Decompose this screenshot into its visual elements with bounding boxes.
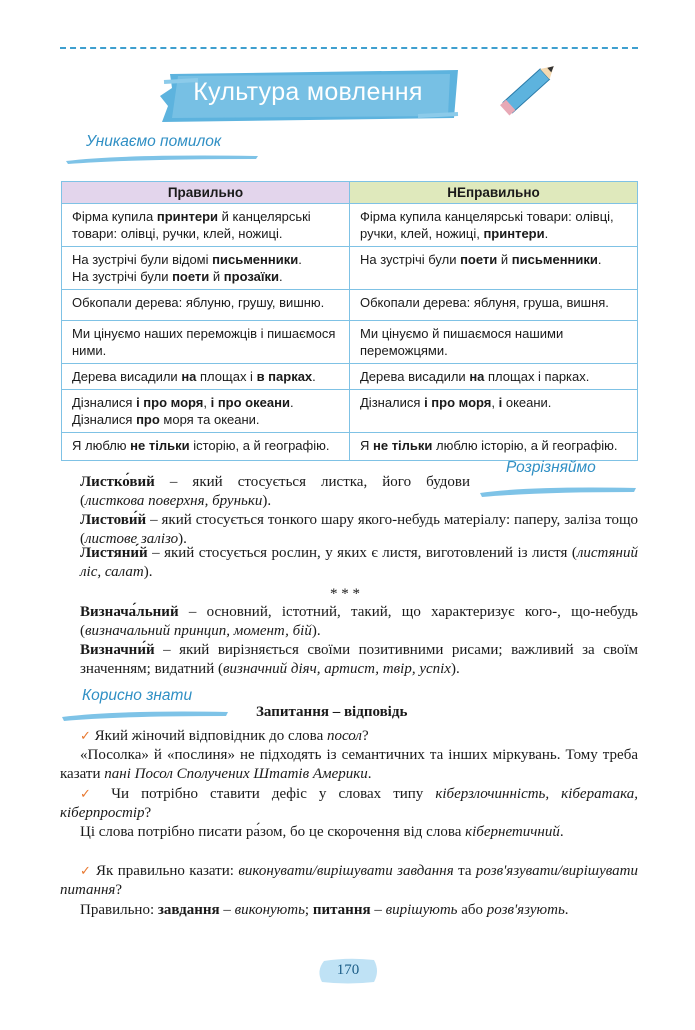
column-header-correct: Правильно [62, 182, 350, 204]
correct-cell: Я люблю не тільки історію, а й географію. [62, 433, 350, 461]
qa-title: Запитання – відповідь [256, 704, 408, 720]
definition-lystianyi: Листяни́й – який стосується рослин, у яких є листя, виготовлений із листя (листяний ліс, салат). [80, 545, 638, 580]
page-number: 170 [336, 962, 360, 978]
correct-cell: Дерева висадили на площах і в парках. [62, 364, 350, 390]
incorrect-cell: Фірма купила канцелярські товари: олівці, ручки, клей, ножиці, принтери. [350, 204, 638, 247]
chapter-banner [158, 66, 478, 126]
correct-cell: Фірма купила принтери й канцелярські товари: олівці, ручки, клей, ножиці. [62, 204, 350, 247]
table-row [62, 290, 638, 321]
top-dashed-rule [60, 47, 638, 49]
pencil-icon [486, 62, 556, 132]
definition-vyznachalnyi: Визнача́льний – основний, істотний, такий, що характеризує кого-, що-небудь (визначальний принцип, момент, бій). [80, 604, 638, 639]
chapter-title: Культура мовлення [193, 78, 423, 106]
incorrect-cell: Дізналися і про моря, і океани. [350, 390, 638, 433]
heading-underline [60, 707, 230, 721]
table-row [62, 433, 638, 461]
table-row [62, 364, 638, 390]
qa-question-2: ✓ Чи потрібно ставити дефіс у словах типу кіберзлочинність, кібератака, кіберпростір? [60, 786, 638, 821]
incorrect-cell: Дерева висадили на площах і парках. [350, 364, 638, 390]
definition-lystkovyi: Листко́вий – який стосується листка, його будови (листкова поверхня, бруньки). [80, 474, 470, 509]
qa-answer-1: «Посолка» й «послиня» не підходять із семантичних та інших міркувань. Тому треба казати пані Посол Сполучених Штатів Америки. [60, 747, 638, 782]
table-row [62, 204, 638, 247]
page-number-badge [316, 957, 380, 985]
qa-answer-2: Ці слова потрібно писати ра́зом, бо це скорочення від слова кібернетичний. [80, 824, 564, 840]
table-row [62, 390, 638, 433]
check-icon: ✓ [80, 864, 92, 879]
check-icon: ✓ [80, 787, 100, 802]
usage-comparison-table [61, 181, 638, 461]
incorrect-cell: Обкопали дерева: яблуня, груша, вишня. [350, 290, 638, 321]
correct-cell: На зустрічі були відомі письменники. На зустрічі були поети й прозаїки. [62, 247, 350, 290]
check-icon: ✓ [80, 729, 91, 744]
table-row [62, 247, 638, 290]
incorrect-cell: Ми цінуємо й пишаємося нашими переможцями. [350, 321, 638, 364]
correct-cell: Обкопали дерева: яблуню, грушу, вишню. [62, 290, 350, 321]
section-heading-avoid-errors: Уникаємо помилок [86, 133, 222, 150]
table-row [62, 321, 638, 364]
qa-question-1: ✓ Який жіночий відповідник до слова посол? [80, 728, 369, 744]
separator-stars: * * * [330, 586, 360, 602]
column-header-incorrect: НЕправильно [350, 182, 638, 204]
incorrect-cell: На зустрічі були поети й письменники. [350, 247, 638, 290]
correct-cell: Дізналися і про моря, і про океани. Дізналися про моря та океани. [62, 390, 350, 433]
section-heading-useful: Корисно знати [82, 687, 193, 704]
incorrect-cell: Я не тільки люблю історію, а й географію. [350, 433, 638, 461]
heading-underline [64, 152, 260, 164]
heading-underline [478, 483, 638, 497]
section-heading-distinguish: Розрізняймо [506, 459, 596, 476]
qa-answer-3: Правильно: завдання – виконують; питання – вирішують або розв'язують. [80, 902, 569, 918]
qa-question-3: ✓ Як правильно казати: виконувати/вирішувати завдання та розв'язувати/вирішувати питання? [60, 863, 638, 898]
definition-vyznachnyi: Визначни́й – який вирізняється своїми позитивними рисами; важливий за своїм значенням; видатний (визначний діяч, артист, твір, успіх). [80, 642, 638, 677]
definition-lystovyi: Листови́й – який стосується тонкого шару якого-небудь матеріалу: паперу, заліза тощо (листове залізо). [80, 512, 638, 547]
correct-cell: Ми цінуємо наших переможців і пишаємося ними. [62, 321, 350, 364]
